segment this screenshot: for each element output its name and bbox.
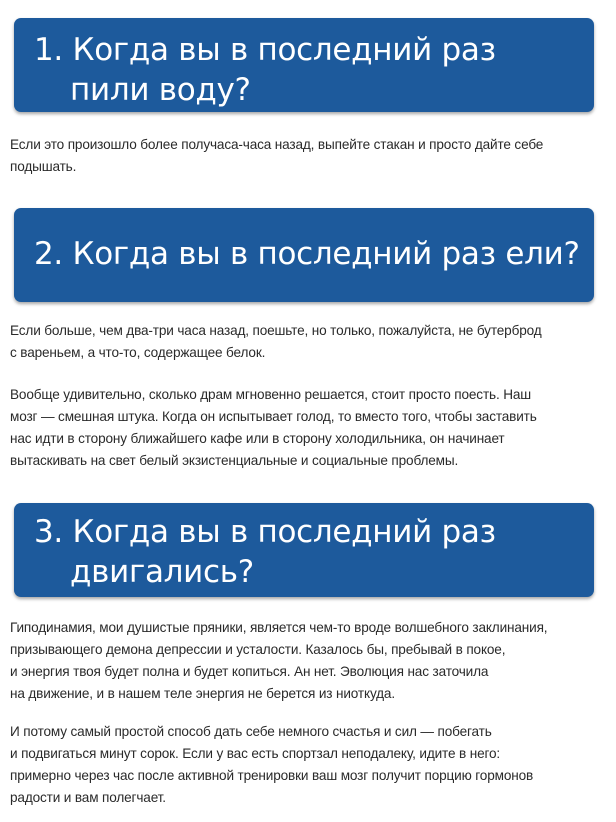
text-line: И потому самый простой способ дать себе немного счастья и сил — побегать (10, 724, 492, 739)
text-line: и подвигаться минут сорок. Если у вас есть спортзал неподалеку, идите в него: (10, 746, 501, 761)
text-line: нас идти в сторону ближайшего кафе или в сторону холодильника, он начинает (10, 431, 505, 446)
section-3-paragraph-1 (10, 617, 606, 705)
text-line: подышать. (10, 159, 77, 174)
text-line: мозг — смешная штука. Когда он испытывает голод, то вместо того, чтобы заставить (10, 409, 537, 424)
section-3-heading-banner (14, 503, 594, 597)
text-line: Вообще удивительно, сколько драм мгновенно решается, стоит просто поесть. Наш (10, 387, 532, 402)
section-1-paragraph-1 (10, 134, 606, 178)
text-line: и энергия твоя будет полна и будет копиться. Ан нет. Эволюция нас заточила (10, 664, 489, 679)
section-1-heading-line-1: 1. Когда вы в последний раз (34, 32, 496, 68)
section-3-heading-line-1: 3. Когда вы в последний раз (34, 514, 496, 550)
section-3-heading-line-2: двигались? (70, 554, 254, 590)
text-line: на движение, и в нашем теле энергия не берется из ниоткуда. (10, 686, 395, 701)
text-line: радости и вам полегчает. (10, 790, 166, 805)
text-line: призывающего демона депрессии и усталости. Казалось бы, пребывай в покое, (10, 642, 506, 657)
section-2-paragraph-2 (10, 384, 606, 472)
section-1-heading-banner (14, 18, 594, 112)
text-line: Если больше, чем два-три часа назад, поешьте, но только, пожалуйста, не бутерброд (10, 323, 542, 338)
section-3-paragraph-2 (10, 721, 606, 809)
text-line: вытаскивать на свет белый экзистенциальные и социальные проблемы. (10, 453, 459, 468)
section-1-heading-line-2: пили воду? (70, 72, 251, 108)
text-line: примерно через час после активной тренировки ваш мозг получит порцию гормонов (10, 768, 534, 783)
text-line: с вареньем, а что-то, содержащее белок. (10, 345, 266, 360)
section-2-heading-banner (14, 208, 594, 302)
text-line: Если это произошло более получаса-часа назад, выпейте стакан и просто дайте себе (10, 137, 544, 152)
text-line: Гиподинамия, мои душистые пряники, является чем-то вроде волшебного заклинания, (10, 620, 548, 635)
section-2-paragraph-1 (10, 320, 606, 364)
section-2-heading-line-1: 2. Когда вы в последний раз ели? (34, 236, 580, 272)
